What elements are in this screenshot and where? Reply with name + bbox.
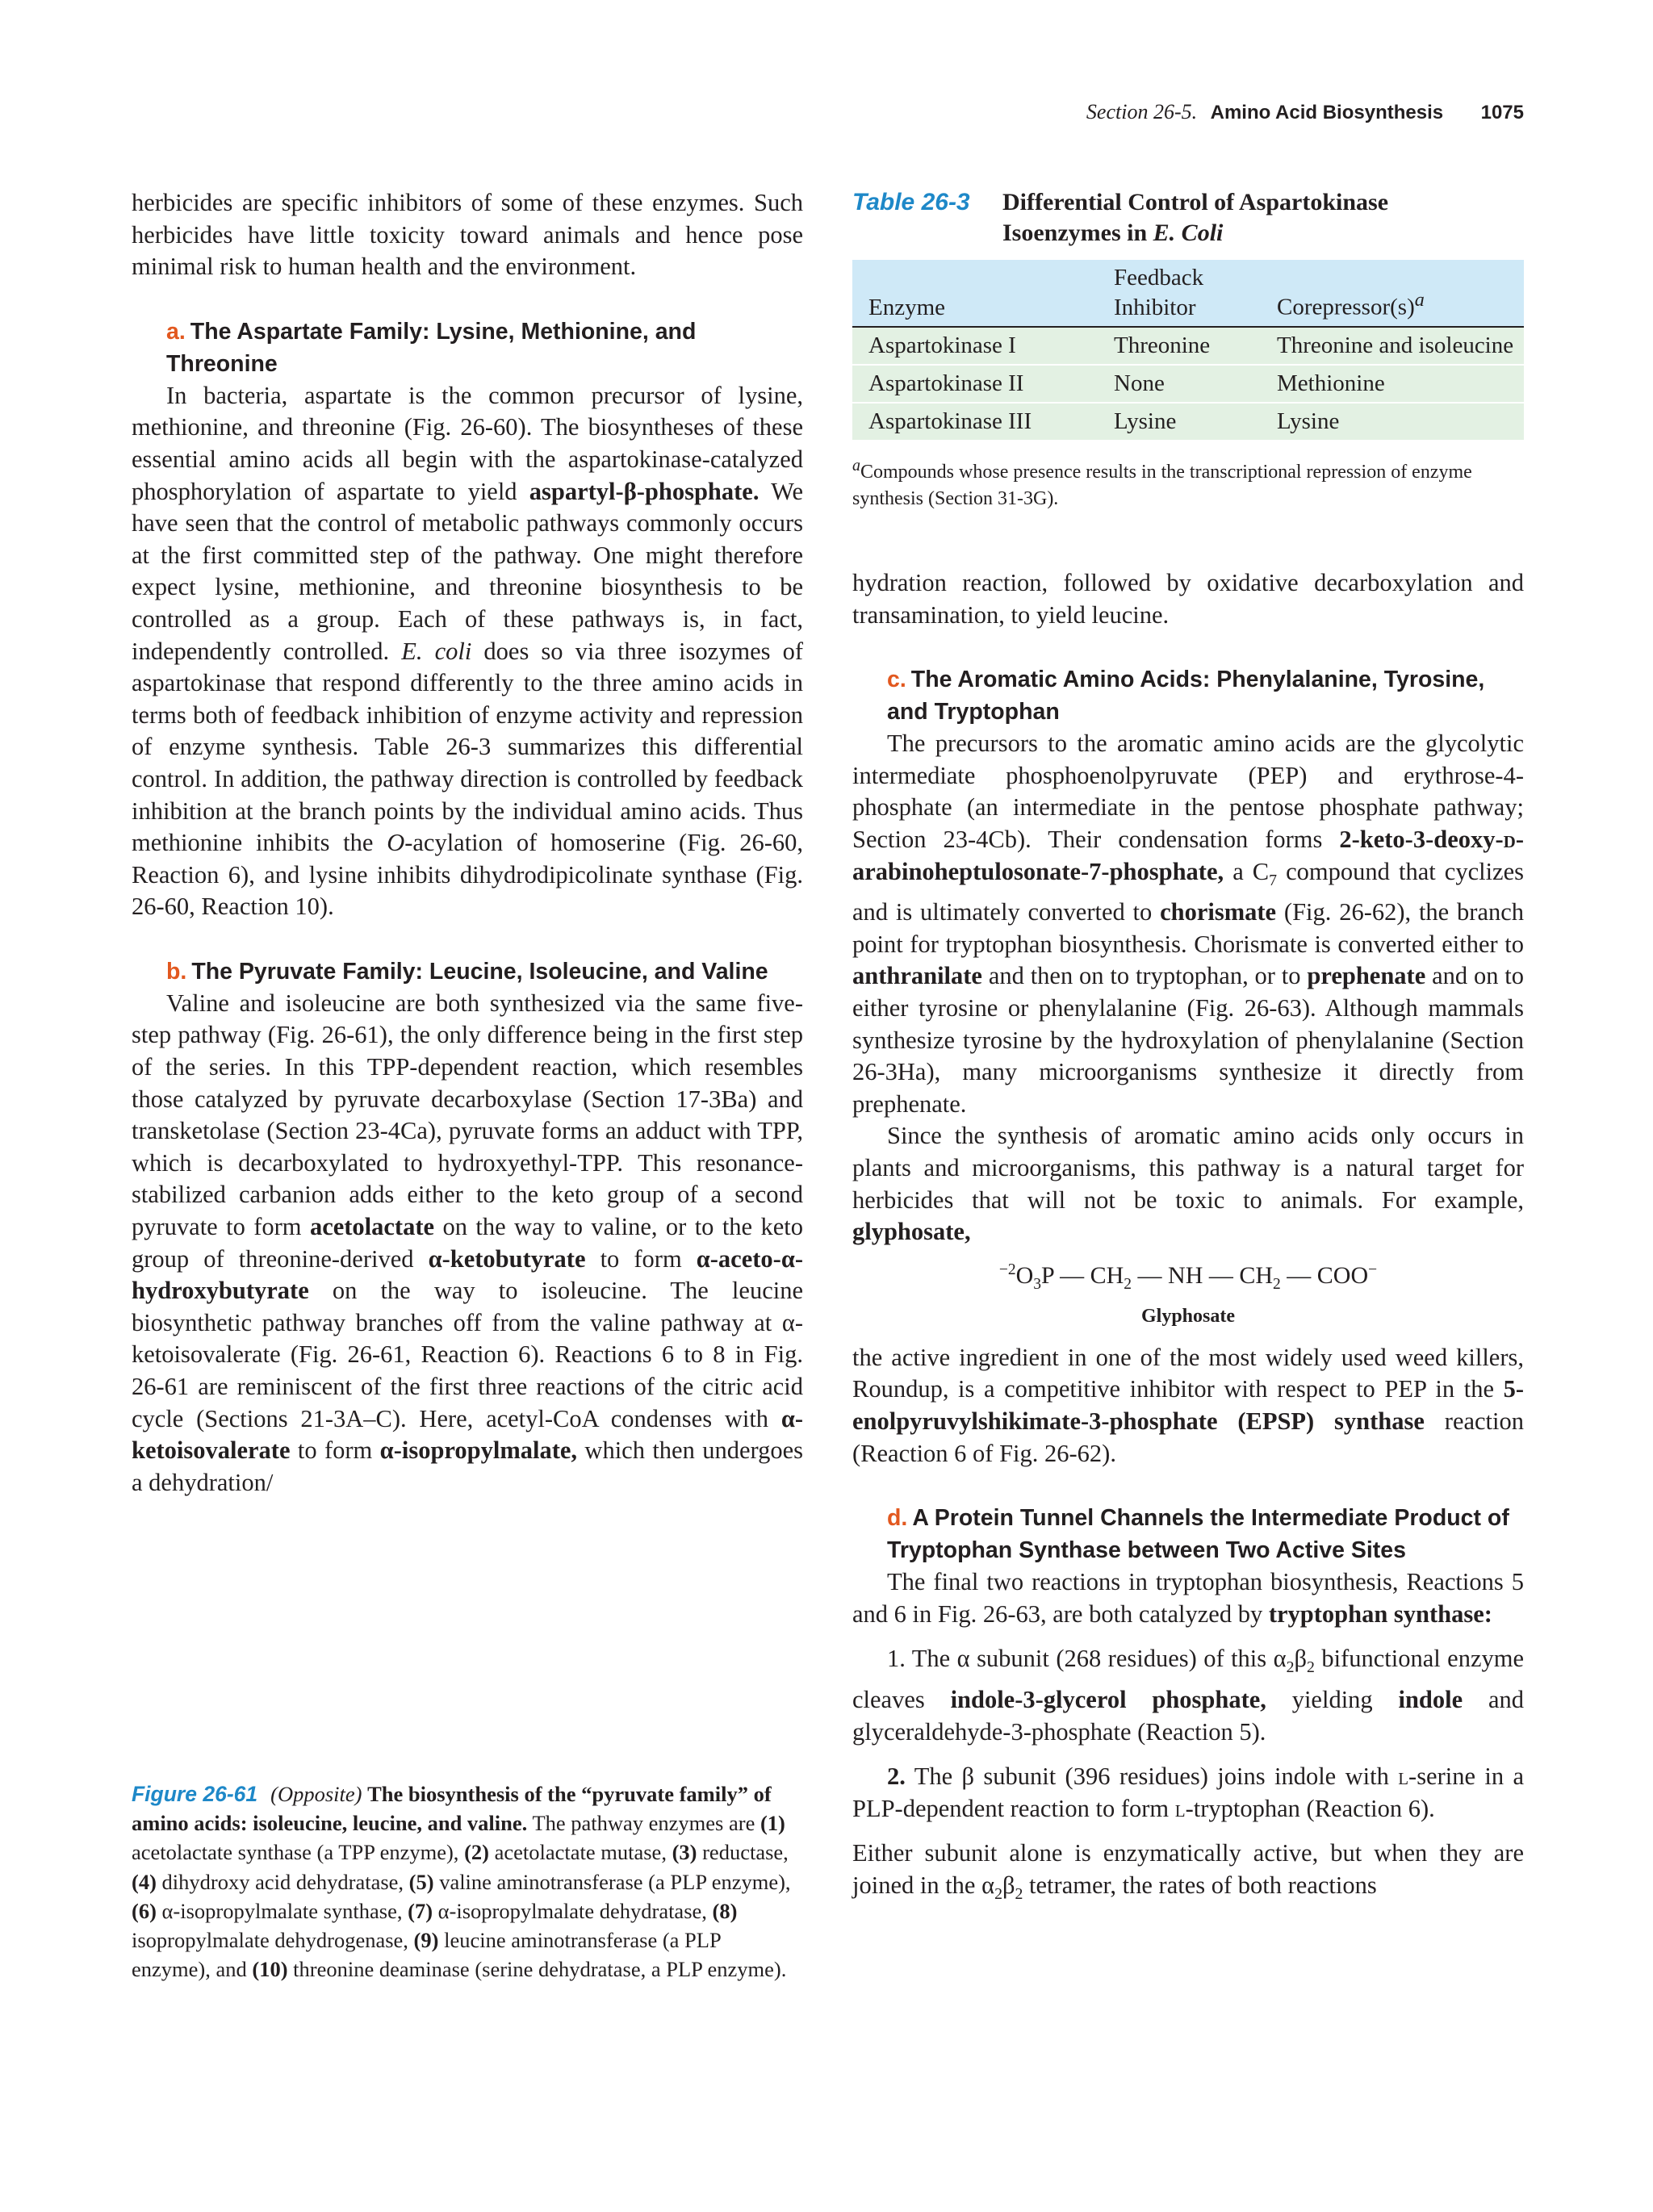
table-row: Aspartokinase I Threonine Threonine and isoleucine [852, 327, 1524, 365]
organism-ecoli: E. coli [401, 637, 472, 665]
header-title: Amino Acid Biosynthesis [1210, 102, 1444, 123]
table-row: Aspartokinase III Lysine Lysine [852, 403, 1524, 441]
enum-item-1: 1. The α subunit (268 residues) of this $\alpha_2\beta_2$ bifunctional enzyme cleaves indole-3-glycerol phosphate, yielding indole and glyceraldehyde-3-phosphate (Reaction 5). [852, 1645, 1525, 1746]
continued-paragraph: hydration reaction, followed by oxidative decarboxylation and transamination, to yield leucine. [852, 569, 1524, 629]
enum-item-2: 2. The β subunit (396 residues) joins indole with l-serine in a PLP-dependent reaction to form l-tryptophan (Reaction 6). [852, 1762, 1525, 1822]
page-number: 1075 [1480, 102, 1524, 123]
formula-caption: Glyphosate [1140, 1305, 1235, 1327]
table-row: Aspartokinase II None Methionine [852, 365, 1524, 403]
right-column [852, 187, 1524, 1911]
section-d-title: A Protein Tunnel Channels the Intermediate Product of Tryptophan Synthase between Two Active Sites [887, 1505, 1509, 1564]
section-c-letter: c. [887, 667, 906, 693]
section-d-letter: d. [887, 1505, 908, 1532]
col-enzyme: Enzyme [852, 260, 1098, 327]
term-prephenate: prephenate [1307, 962, 1426, 990]
section-d-paragraph-last: Either subunit alone is enzymatically active, but when they are joined in the $\alpha_2\beta_2$ tetramer, the rates of both reactions [852, 1839, 1524, 1904]
section-b-heading [166, 955, 803, 988]
figure-caption: Figure 26-61 (Opposite) The biosynthesis of the “pyruvate family” of amino acids: isoleucine, leucine, and valine. The pathway enzymes are (1) acetolactate synthase (a TPP enzyme), (2) acetolactate mutase, (3) reductase, (4) dihydroxy acid dehydratase, (5) valine aminotransferase (a PLP enzyme), (6) α-isopropylmalate synthase, (7) α-isopropylmalate dehydratase, (8) isopropylmalate dehydrogenase, (9) leucine aminotransferase (a PLP enzyme), and (10) threonine deaminase (serine dehydratase, a PLP enzyme). [132, 1782, 791, 1982]
col-feedback-inhibitor: Feedback Inhibitor [1098, 260, 1261, 327]
running-header [1086, 100, 1524, 124]
header-section: Section 26-5. [1086, 100, 1198, 123]
section-a-heading [166, 316, 803, 380]
section-b-letter: b. [166, 958, 187, 985]
term-anthranilate: anthranilate [852, 962, 982, 990]
col-corepressor: $Corepressor(s)^a$ [1261, 260, 1524, 327]
figure-opposite: (Opposite) [270, 1782, 362, 1806]
term-aspartyl-phosphate: aspartyl-β-phosphate. [529, 477, 760, 505]
table-title: Table 26-3 Differential Control of Aspartokinase Isoenzymes in E. Coli [852, 187, 1524, 249]
glyphosate-formula: $^{-2}O_3P$ — $CH_2$ — NH — $CH_2$ — COO− [998, 1261, 1378, 1293]
table-label: Table 26-3 [852, 189, 970, 215]
section-d-heading [887, 1502, 1524, 1566]
intro-paragraph: herbicides are specific inhibitors of some of these enzymes. Such herbicides have little toxicity toward animals and hence pose minimal risk to human health and the environment. [132, 189, 803, 281]
term-dahp: 2-keto-3-deoxy-d-arabinoheptulosonate-7-phosphate, [852, 825, 1524, 885]
term-tryptophan-synthase: tryptophan synthase: [1268, 1599, 1492, 1628]
figure-label: Figure 26-61 [132, 1782, 258, 1806]
left-column [132, 187, 803, 1499]
section-a-paragraph: In bacteria, aspartate is the common precursor of lysine, methionine, and threonine (Fig. 26-60). The biosyntheses of these essential amino acids all begin with the aspartokinase-catalyzed phosphorylation of aspartate to yield aspartyl-β-phosphate. We have seen that the control of metabolic pathways commonly occurs at the first committed step of the pathway. One might therefore expect lysine, methionine, and threonine biosynthesis to be controlled as a group. Each of these pathways is, in fact, independently controlled. E. coli does so via three isozymes of aspartokinase that respond differently to the three amino acids in terms both of feedback inhibition of enzyme activity and repression of enzyme synthesis. Table 26-3 summarizes this differential control. In addition, the pathway direction is controlled by feedback inhibition at the branch points by the individual amino acids. Thus methionine inhibits the O-acylation of homoserine (Fig. 26-60, Reaction 6), and lysine inhibits dihydrodipicolinate synthase (Fig. 26-60, Reaction 10). [132, 381, 804, 921]
section-c-paragraph-2: Since the synthesis of aromatic amino acids only occurs in plants and microorganisms, this pathway is a natural target for herbicides that will not be toxic to animals. For example, glyphosate, [852, 1122, 1524, 1246]
section-a-title: The Aspartate Family: Lysine, Methionine, and Threonine [166, 318, 697, 377]
term-aceto-hydroxybutyrate: α-aceto-α-hydroxybutyrate [132, 1244, 803, 1305]
section-d-paragraph-1: The final two reactions in tryptophan biosynthesis, Reactions 5 and 6 in Fig. 26-63, are both catalyzed by tryptophan synthase: [852, 1568, 1524, 1628]
section-c-paragraph-3: the active ingredient in one of the most widely used weed killers, Roundup, is a competitive inhibitor with respect to PEP in the 5-enolpyruvylshikimate-3-phosphate (EPSP) synthase reaction (Reaction 6 of Fig. 26-62). [852, 1343, 1524, 1467]
aspartokinase-table [852, 260, 1524, 441]
term-chorismate: chorismate [1160, 898, 1277, 926]
section-a-letter: a. [166, 318, 186, 345]
table-footnote: $^a$Compounds whose presence results in the transcriptional repression of enzyme synthesis (Section 31-3G). [852, 457, 1472, 509]
section-c-paragraph-1: The precursors to the aromatic amino acids are the glycolytic intermediate phosphoenolpyruvate (PEP) and erythrose-4-phosphate (an intermediate in the pentose phosphate pathway; Section 23-4Cb). Their condensation forms 2-keto-3-deoxy-d-arabinoheptulosonate-7-phosphate, a $C_7$ compound that cyclizes and is ultimately converted to chorismate (Fig. 26-62), the branch point for tryptophan biosynthesis. Chorismate is converted either to anthranilate and then on to tryptophan, or to prephenate and on to either tyrosine or phenylalanine (Fig. 26-63). Although mammals synthesize tyrosine by the hydroxylation of phenylalanine (Section 26-3Ha), many microorganisms synthesize it directly from prephenate. [852, 730, 1525, 1118]
section-c-heading [887, 663, 1524, 728]
term-epsp-synthase: 5-enolpyruvylshikimate-3-phosphate (EPSP) synthase [852, 1375, 1524, 1435]
term-ketoisovalerate: α-ketoisovalerate [132, 1404, 804, 1465]
term-isopropylmalate: α-isopropylmalate, [379, 1436, 578, 1465]
figure-title: The biosynthesis of the “pyruvate family” of amino acids: isoleucine, leucine, and valine. [132, 1782, 772, 1836]
section-b-paragraph: Valine and isoleucine are both synthesized via the same five-step pathway (Fig. 26-61), the only difference being in the first step of the series. In this TPP-dependent reaction, which resembles those catalyzed by pyruvate decarboxylase (Section 17-3Ba) and transketolase (Section 23-4Ca), pyruvate forms an adduct with TPP, which is decarboxylated to hydroxyethyl-TPP. This resonance-stabilized carbanion adds either to the keto group of a second pyruvate to form acetolactate on the way to valine, or to the keto group of threonine-derived α-ketobutyrate to form α-aceto-α-hydroxybutyrate on the way to isoleucine. The leucine biosynthetic pathway branches off from the valine pathway at α-ketoisovalerate (Fig. 26-61, Reaction 6). Reactions 6 to 8 in Fig. 26-61 are reminiscent of the first three reactions of the citric acid cycle (Sections 21-3A–C). Here, acetyl-CoA condenses with α-ketoisovalerate to form α-isopropylmalate, which then undergoes a dehydration/ [132, 989, 804, 1496]
section-b-title: The Pyruvate Family: Leucine, Isoleucine, and Valine [191, 958, 768, 985]
term-acetolactate: acetolactate [309, 1213, 435, 1241]
table-header-row [852, 260, 1524, 327]
term-ketobutyrate: α-ketobutyrate [428, 1244, 586, 1273]
section-c-title: The Aromatic Amino Acids: Phenylalanine, Tyrosine, and Tryptophan [887, 667, 1485, 725]
term-glyphosate: glyphosate, [852, 1218, 971, 1246]
